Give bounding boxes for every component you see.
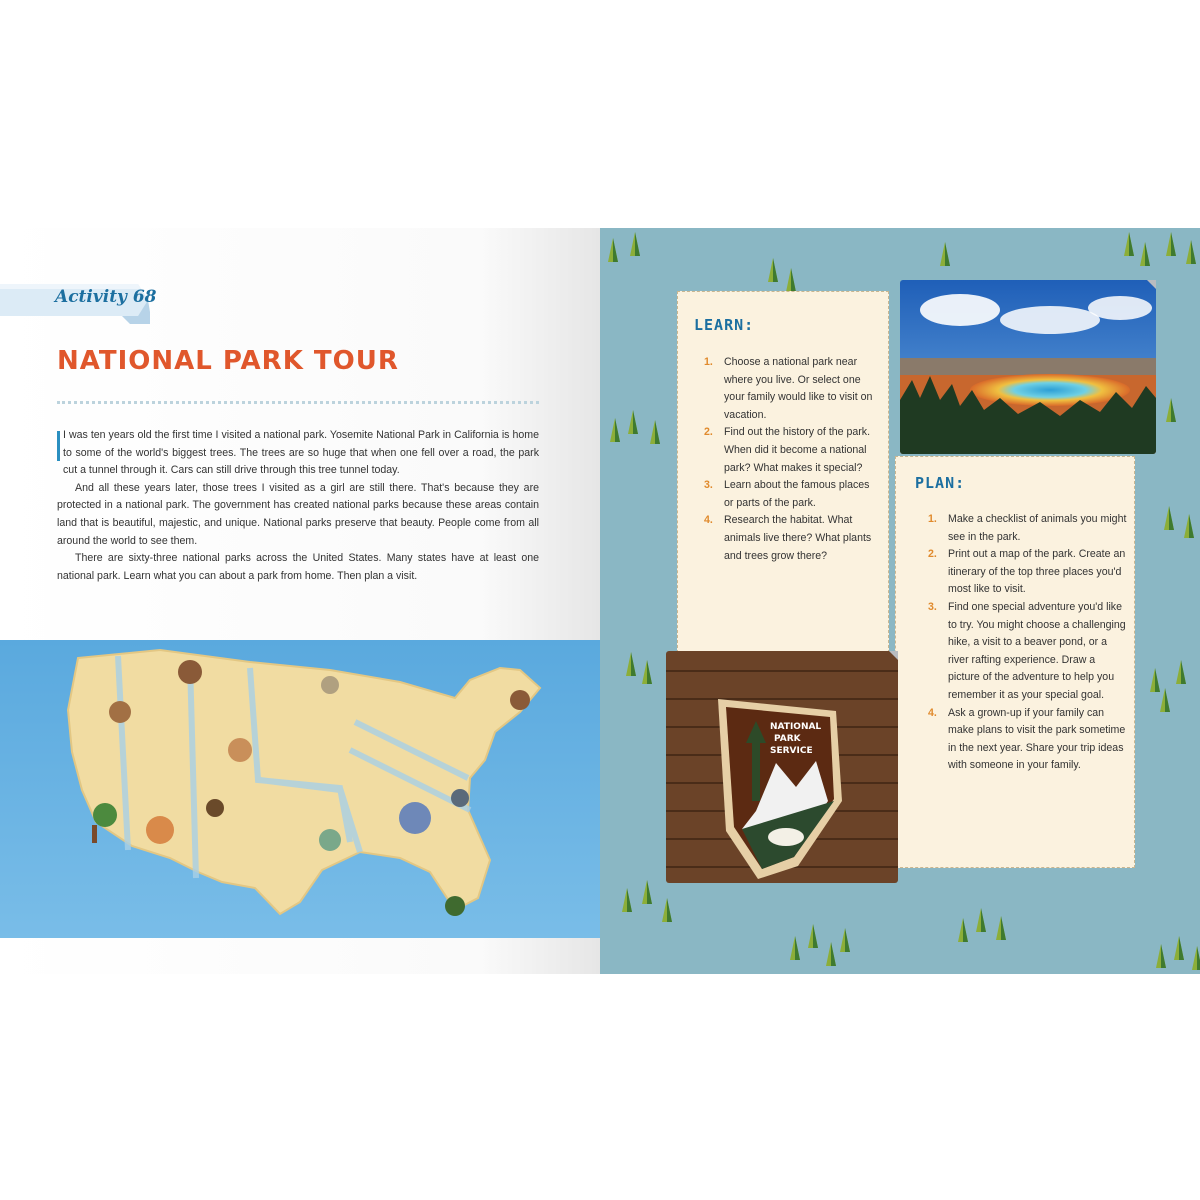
sign-text-line-2: PARK xyxy=(774,734,801,744)
tree-pattern-icon xyxy=(976,908,986,932)
plan-steps-list xyxy=(924,511,1128,775)
learn-heading: LEARN: xyxy=(694,316,755,334)
tree-pattern-icon xyxy=(1156,944,1166,968)
photo-corner xyxy=(1147,280,1156,289)
learn-step-text: Learn about the famous places or parts of the park. xyxy=(724,479,870,509)
geyser-photo xyxy=(900,280,1156,454)
tree-pattern-icon xyxy=(608,238,618,262)
plan-step-text: Find one special adventure you'd like to try. You might choose a challenging hike, a visit to a beaver pond, or a river rafting experience. Draw a picture of the adventure to help you remember it as your special goal. xyxy=(948,600,1126,701)
learn-step-2 xyxy=(700,424,874,477)
tree-pattern-icon xyxy=(1166,232,1176,256)
photo-corner xyxy=(889,651,898,660)
tree-pattern-icon xyxy=(768,258,778,282)
tree-pattern-icon xyxy=(1164,506,1174,530)
tree-pattern-icon xyxy=(1166,398,1176,422)
learn-steps-list xyxy=(700,354,874,565)
tree-pattern-icon xyxy=(626,652,636,676)
learn-step-text: Choose a national park near where you live. Or select one your family would like to visit on vacation. xyxy=(724,356,873,421)
tree-pattern-icon xyxy=(1140,242,1150,266)
tree-pattern-icon xyxy=(996,916,1006,940)
learn-step-number: 3. xyxy=(704,479,713,492)
tree-pattern-icon xyxy=(790,936,800,960)
sign-text-line-1: NATIONAL xyxy=(770,722,822,732)
learn-step-number: 4. xyxy=(704,514,713,527)
book-spread xyxy=(0,228,1200,974)
tree-pattern-icon xyxy=(786,268,796,292)
tree-pattern-icon xyxy=(642,880,652,904)
learn-step-text: Find out the history of the park. When did it become a national park? What makes it special? xyxy=(724,426,871,474)
tree-pattern-icon xyxy=(1160,688,1170,712)
tree-pattern-icon xyxy=(622,888,632,912)
tree-pattern-icon xyxy=(628,410,638,434)
tree-pattern-icon xyxy=(1124,232,1134,256)
plan-step-number: 1. xyxy=(928,513,937,525)
plan-step-number: 2. xyxy=(928,548,937,561)
tree-pattern-icon xyxy=(1176,660,1186,684)
intro-paragraph-3: There are sixty-three national parks across the United States. Many states have at least one national park. Learn what you can about a park from home. Then plan a visit. xyxy=(57,552,539,582)
learn-step-number: 1. xyxy=(704,356,713,368)
intro-paragraph-2: And all these years later, those trees I visited as a girl are still there. That's because they are protected in a national park. The government has created national parks because these areas contain land that is beautiful, majestic, and unique. National parks preserve that beauty. People come from all around the world to see them. xyxy=(57,481,539,547)
geyser-photo-drawing xyxy=(900,280,1156,454)
plan-step-2 xyxy=(924,546,1128,599)
tree-pattern-icon xyxy=(840,928,850,952)
left-page xyxy=(0,228,600,974)
plan-step-number: 4. xyxy=(928,706,937,719)
tree-pattern-icon xyxy=(650,420,660,444)
plan-heading: PLAN: xyxy=(915,474,966,492)
intro-paragraph-1: I was ten years old the first time I visited a national park. Yosemite National Park in California is home to some of the world's biggest trees. The trees are so huge that when one fell over a road, the park cut a tunnel through it. Cars can still drive through this tree tunnel today. xyxy=(63,429,539,477)
tree-pattern-icon xyxy=(630,232,640,256)
learn-step-text: Research the habitat. What animals live there? What plants and trees grow there? xyxy=(724,514,872,562)
national-park-service-sign-photo xyxy=(666,651,898,883)
intro-body-text xyxy=(57,427,539,585)
learn-step-3 xyxy=(700,477,874,512)
page-title: NATIONAL PARK TOUR xyxy=(57,346,399,376)
learn-step-1 xyxy=(700,354,874,424)
tree-pattern-icon xyxy=(662,898,672,922)
tree-pattern-icon xyxy=(610,418,620,442)
tree-pattern-icon xyxy=(1184,514,1194,538)
tree-pattern-icon xyxy=(1192,946,1200,970)
tree-pattern-icon xyxy=(958,918,968,942)
plan-step-3 xyxy=(924,599,1128,705)
activity-number-label: Activity 68 xyxy=(55,287,157,307)
dotted-divider xyxy=(57,401,539,404)
tree-pattern-icon xyxy=(826,942,836,966)
plan-step-text: Make a checklist of animals you might see in the park. xyxy=(948,513,1127,543)
tree-pattern-icon xyxy=(808,924,818,948)
sign-text-line-3: SERVICE xyxy=(770,746,813,756)
plan-step-text: Print out a map of the park. Create an itinerary of the top three places you'd most like to visit. xyxy=(948,548,1126,596)
right-page xyxy=(600,228,1200,974)
tree-pattern-icon xyxy=(642,660,652,684)
us-map-illustration xyxy=(0,640,600,938)
learn-step-number: 2. xyxy=(704,426,713,439)
tree-pattern-icon xyxy=(1186,240,1196,264)
tree-pattern-icon xyxy=(940,242,950,266)
us-map-drawing xyxy=(0,640,600,938)
plan-step-text: Ask a grown-up if your family can make plans to visit the park sometime in the next year. Share your trip ideas with someone in your family. xyxy=(948,706,1126,772)
plan-step-4 xyxy=(924,705,1128,775)
plan-step-1 xyxy=(924,511,1128,546)
learn-step-4 xyxy=(700,512,874,565)
tree-pattern-icon xyxy=(1150,668,1160,692)
tree-pattern-icon xyxy=(1174,936,1184,960)
plan-step-number: 3. xyxy=(928,600,937,613)
nps-sign-drawing xyxy=(666,651,898,883)
